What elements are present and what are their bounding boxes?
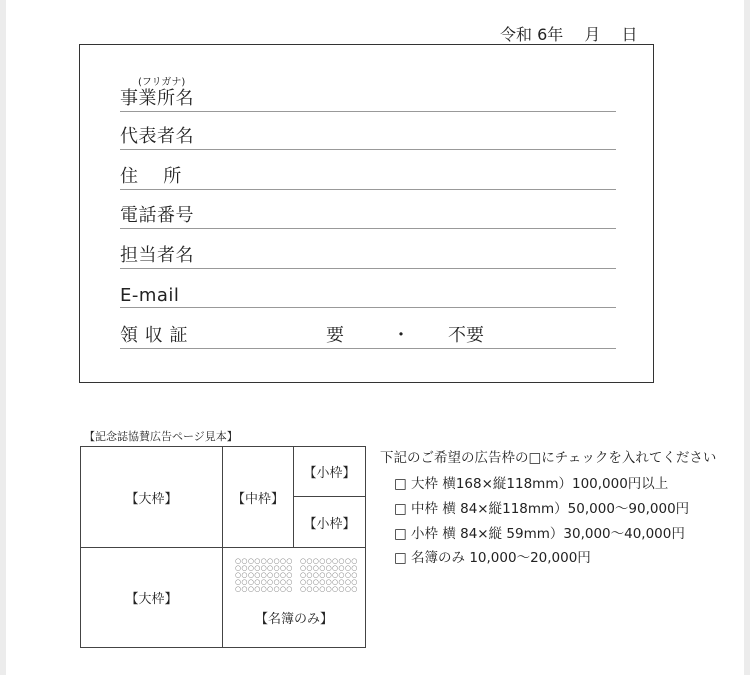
option-small-frame[interactable]: □ 小枠 横 84×縦 59mm）30,000〜40,000円: [394, 526, 685, 542]
representative-row[interactable]: [120, 125, 616, 150]
large-frame-bottom: [80, 547, 223, 648]
names-placeholder-dots: ○○○○○○○○○ ○○○○○○○○○ ○○○○○○○○○ ○○○○○○○○○ ○○○○○○○○○ ○○○○○○○○○ ○○○○○○○○○ ○○○○○○○○○ ○○○○○○○○○ ○○○○○○○○○: [235, 557, 358, 593]
option-names-only[interactable]: □ 名簿のみ 10,000〜20,000円: [394, 550, 591, 566]
medium-frame: [222, 446, 294, 548]
medium-frame-label: 【中枠】: [231, 491, 284, 507]
small-frame-bottom: [293, 496, 366, 548]
contact-person-label: 担当者名: [120, 245, 194, 266]
ad-sample-grid: [80, 446, 366, 648]
business-name-label: 事業所名: [120, 88, 194, 109]
address-label: 住 所: [120, 166, 182, 187]
small-frame-top: [293, 446, 366, 497]
contact-person-row[interactable]: [120, 244, 616, 269]
instruction-heading: 下記のご希望の広告枠の□にチェックを入れてください: [380, 450, 717, 466]
applicant-form: [79, 44, 654, 383]
right-page-edge: [744, 0, 750, 675]
small-frame-bottom-label: 【小枠】: [303, 516, 356, 532]
names-only-label: 【名簿のみ】: [254, 612, 333, 627]
large-frame-top: [80, 446, 223, 548]
email-row[interactable]: [120, 283, 616, 308]
small-frame-top-label: 【小枠】: [303, 466, 356, 481]
address-row[interactable]: [120, 165, 616, 190]
left-page-edge: [0, 0, 6, 675]
receipt-no-need-option[interactable]: 不要: [448, 325, 484, 346]
representative-label: 代表者名: [120, 126, 194, 147]
option-medium-frame[interactable]: □ 中枠 横 84×縦118mm）50,000〜90,000円: [394, 501, 690, 517]
large-frame-top-label: 【大枠】: [125, 491, 178, 507]
large-frame-bottom-label: 【大枠】: [125, 592, 178, 607]
names-only-frame: [222, 547, 366, 648]
option-large-frame[interactable]: □ 大枠 横168×縦118mm）100,000円以上: [394, 476, 669, 492]
business-name-row[interactable]: [120, 87, 616, 112]
email-label: E-mail: [120, 285, 180, 306]
receipt-separator: ・: [392, 325, 410, 346]
receipt-row: [120, 324, 616, 349]
furigana-label: (フリガナ): [138, 77, 186, 88]
receipt-need-option[interactable]: 要: [326, 325, 344, 346]
phone-row[interactable]: [120, 204, 616, 229]
date-line: 令和 6年 月 日: [500, 25, 638, 44]
phone-label: 電話番号: [120, 205, 194, 226]
sample-page-title: 【記念誌協賛広告ページ見本】: [84, 430, 238, 443]
receipt-label: 領 収 証: [120, 325, 188, 346]
